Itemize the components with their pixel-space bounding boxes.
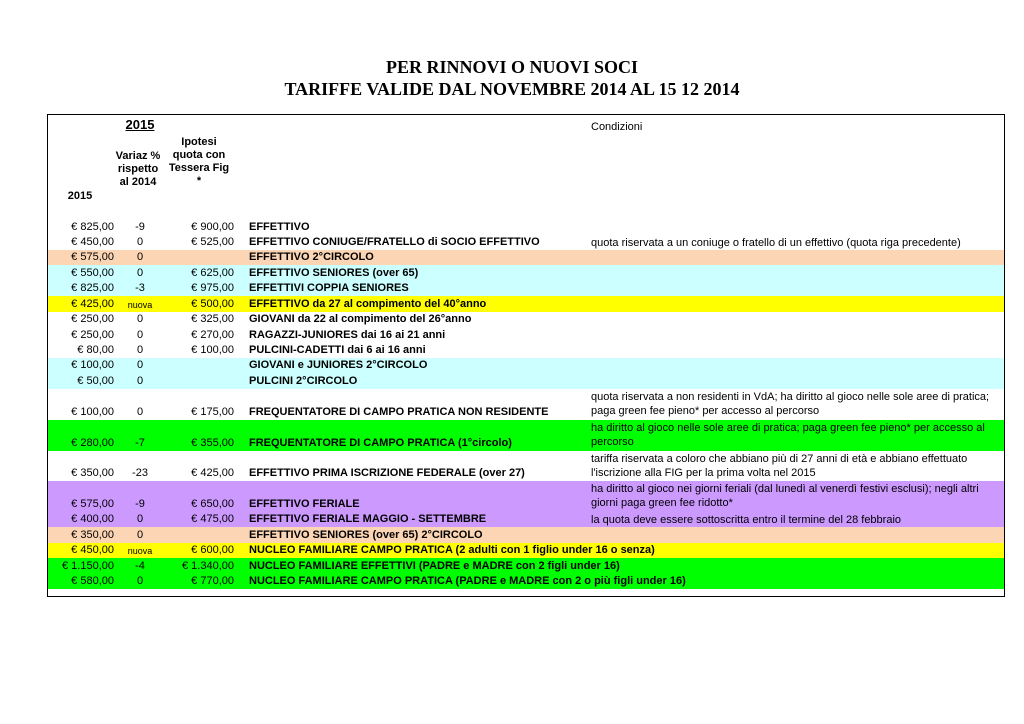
description-cell: EFFETTIVO 2°CIRCOLO [249,251,374,263]
quota-cell: € 525,00 [191,236,234,248]
table-row [48,512,1004,527]
quota-cell: € 100,00 [191,344,234,356]
price-cell: € 400,00 [71,513,114,525]
quota-cell: € 625,00 [191,267,234,279]
table-row [48,373,1004,389]
price-cell: € 450,00 [71,544,114,556]
table-row [48,358,1004,373]
variation-cell: 0 [136,236,144,248]
table-row [48,574,1004,589]
quota-cell: € 475,00 [191,513,234,525]
price-cell: € 100,00 [71,359,114,371]
description-cell: GIOVANI e JUNIORES 2°CIRCOLO [249,359,428,371]
quota-cell: € 1.340,00 [182,560,234,572]
description-cell: EFFETTIVO [249,221,310,233]
variation-cell: 0 [136,359,144,371]
price-cell: € 825,00 [71,221,114,233]
table-row [48,312,1004,327]
tariff-rows [48,219,1004,589]
table-row [48,527,1004,543]
price-cell: € 450,00 [71,236,114,248]
quota-cell: € 975,00 [191,282,234,294]
variation-cell: nuova [127,300,153,310]
header-col-2015: 2015 [67,190,93,202]
table-row [48,543,1004,558]
description-cell: EFFETTIVO FERIALE [249,498,360,510]
quota-cell: € 770,00 [191,575,234,587]
price-cell: € 280,00 [71,437,114,449]
title-line-1: PER RINNOVI O NUOVI SOCI [385,57,639,77]
table-row [48,219,1004,235]
quota-cell: € 650,00 [191,498,234,510]
description-cell: NUCLEO FAMILIARE CAMPO PRATICA (2 adulti con 1 figlio under 16 o senza) [249,544,655,556]
variation-cell: -23 [132,467,148,479]
quota-cell: € 355,00 [191,437,234,449]
variation-cell: 0 [136,513,144,525]
quota-cell: € 500,00 [191,298,234,310]
quota-cell: € 270,00 [191,329,234,341]
description-cell: EFFETTIVO SENIORES (over 65) 2°CIRCOLO [249,529,483,541]
header-col-variazione: Variaz % rispetto al 2014 [115,150,161,188]
variation-cell: -4 [135,560,145,572]
variation-cell: 0 [136,267,144,279]
conditions-cell: tariffa riservata a coloro che abbiano più di 27 anni di età e abbiano effettuato l'iscrizione alla FIG per la prima volta nel 2015 [591,453,968,479]
quota-cell: € 425,00 [191,467,234,479]
variation-cell: 0 [136,344,144,356]
title-line-2: TARIFFE VALIDE DAL NOVEMBRE 2014 AL 15 12 2014 [284,79,740,99]
description-cell: EFFETTIVO da 27 al compimento del 40°anno [249,298,487,310]
description-cell: EFFETTIVO PRIMA ISCRIZIONE FEDERALE (over 27) [249,467,525,479]
price-cell: € 825,00 [71,282,114,294]
quota-cell: € 325,00 [191,313,234,325]
header-year-top: 2015 [125,117,155,132]
description-cell: GIOVANI da 22 al compimento del 26°anno [249,313,472,325]
price-cell: € 350,00 [71,467,114,479]
table-row [48,327,1004,343]
table-row [48,296,1004,312]
conditions-cell: quota riservata a un coniuge o fratello di un effettivo (quota riga precedente) [591,237,961,249]
description-cell: EFFETTIVO SENIORES (over 65) [249,267,419,279]
price-cell: € 350,00 [71,529,114,541]
variation-cell: -9 [135,221,145,233]
description-cell: PULCINI-CADETTI dai 6 ai 16 anni [249,344,426,356]
conditions-cell: ha diritto al gioco nelle sole aree di pratica; paga green fee pieno* per accesso al percorso [591,422,985,448]
price-cell: € 575,00 [71,498,114,510]
price-cell: € 550,00 [71,267,114,279]
table-row [48,343,1004,358]
description-cell: RAGAZZI-JUNIORES dai 16 ai 21 anni [249,329,446,341]
variation-cell: -9 [135,498,145,510]
variation-cell: 0 [136,529,144,541]
variation-cell: 0 [136,313,144,325]
header-col-ipotesi: Ipotesi quota con Tessera Fig * [168,136,230,187]
quota-cell: € 900,00 [191,221,234,233]
table-row [48,481,1004,512]
header-conditions: Condizioni [591,121,643,133]
table-row [48,451,1004,481]
table-row [48,281,1004,296]
price-cell: € 250,00 [71,329,114,341]
variation-cell: -3 [135,282,145,294]
variation-cell: 0 [136,329,144,341]
quota-cell: € 600,00 [191,544,234,556]
price-cell: € 50,00 [77,375,114,387]
variation-cell: -7 [135,437,145,449]
description-cell: EFFETTIVO FERIALE MAGGIO - SETTEMBRE [249,513,487,525]
description-cell: NUCLEO FAMILIARE CAMPO PRATICA (PADRE e MADRE con 2 o più figli under 16) [249,575,686,587]
description-cell: EFFETTIVI COPPIA SENIORES [249,282,409,294]
conditions-cell: ha diritto al gioco nei giorni feriali (dal lunedì al venerdì festivi esclusi); negli altri giorni paga green fee ridotto* [591,483,979,509]
conditions-cell: la quota deve essere sottoscritta entro il termine del 28 febbraio [591,514,902,526]
description-cell: EFFETTIVO CONIUGE/FRATELLO di SOCIO EFFETTIVO [249,236,540,248]
variation-cell: 0 [136,375,144,387]
price-cell: € 580,00 [71,575,114,587]
variation-cell: 0 [136,575,144,587]
variation-cell: 0 [136,406,144,418]
table-row [48,235,1004,250]
price-cell: € 80,00 [77,344,114,356]
price-cell: € 425,00 [71,298,114,310]
table-row [48,250,1004,265]
table-row [48,558,1004,574]
description-cell: PULCINI 2°CIRCOLO [249,375,358,387]
description-cell: NUCLEO FAMILIARE EFFETTIVI (PADRE e MADRE con 2 figli under 16) [249,560,620,572]
price-cell: € 1.150,00 [62,560,114,572]
description-cell: FREQUENTATORE DI CAMPO PRATICA (1°circolo) [249,437,512,449]
table-row [48,265,1004,281]
variation-cell: 0 [136,251,144,263]
price-cell: € 250,00 [71,313,114,325]
price-cell: € 575,00 [71,251,114,263]
price-cell: € 100,00 [71,406,114,418]
description-cell: FREQUENTATORE DI CAMPO PRATICA NON RESIDENTE [249,406,549,418]
table-row [48,389,1004,420]
variation-cell: nuova [127,546,153,556]
table-row [48,420,1004,451]
conditions-cell: quota riservata a non residenti in VdA; ha diritto al gioco nelle sole aree di pratica; paga green fee pieno* per accesso al percorso [591,391,990,417]
quota-cell: € 175,00 [191,406,234,418]
